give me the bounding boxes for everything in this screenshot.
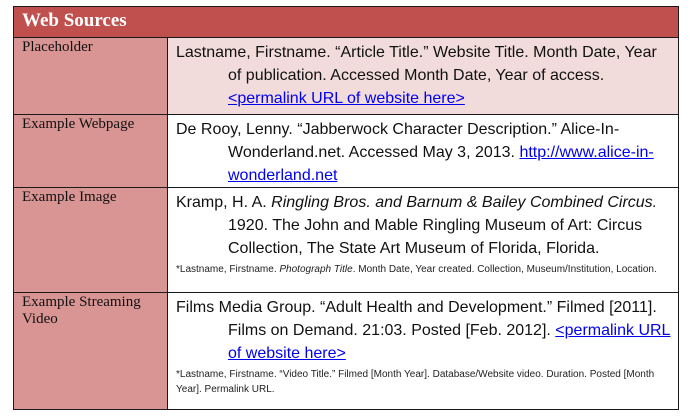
table-row-placeholder xyxy=(14,38,678,115)
citation-text xyxy=(176,118,672,187)
table-row-streaming-video xyxy=(14,293,678,409)
citation-body: 1920. The John and Mable Ringling Museum of Art: Circus Collection, The State Art Museum of Florida, Florida. xyxy=(228,217,643,257)
citation-text xyxy=(176,41,672,110)
web-sources-table xyxy=(13,6,679,410)
citation-cell xyxy=(168,38,678,114)
citation-text xyxy=(176,191,672,260)
note-body: . Month Date, Year created. Collection, Museum/Institution, Location. xyxy=(352,264,657,275)
citation-title: Ringling Bros. and Barnum & Bailey Combined Circus. xyxy=(271,194,658,211)
row-label: Example Image xyxy=(14,188,168,292)
citation-body: Lastname, Firstname. “Article Title.” Website Title. Month Date, Year of publication. Accessed Month Date, Year of access. xyxy=(176,44,657,84)
format-note xyxy=(176,262,672,277)
citation-body: De Rooy, Lenny. “Jabberwock Character Description.” Alice-In-Wonderland.net. Accessed May 3, 2013. xyxy=(176,121,620,161)
table-title: Web Sources xyxy=(14,7,678,38)
table-row-image xyxy=(14,188,678,293)
citation-text xyxy=(176,296,672,365)
note-title: Photograph Title xyxy=(279,264,353,275)
citation-cell xyxy=(168,115,678,187)
table-row-webpage xyxy=(14,115,678,188)
citation-cell xyxy=(168,188,678,292)
website-link[interactable]: http://www.alice-in-wonderland.net xyxy=(228,144,654,184)
permalink-placeholder-link[interactable]: <permalink URL of website here> xyxy=(228,322,671,362)
row-label: Placeholder xyxy=(14,38,168,114)
note-author: *Lastname, Firstname. xyxy=(176,264,277,275)
format-note: *Lastname, Firstname. “Video Title.” Filmed [Month Year]. Database/Website video. Duration. Posted [Month Year]. Permalink URL. xyxy=(176,369,655,395)
citation-body: Films Media Group. “Adult Health and Development.” Filmed [2011]. Films on Demand. 21:03. Posted [Feb. 2012]. xyxy=(176,299,657,339)
citation-cell xyxy=(168,293,678,409)
citation-author: Kramp, H. A. xyxy=(176,194,267,211)
row-label: Example Webpage xyxy=(14,115,168,187)
row-label: Example Streaming Video xyxy=(14,293,168,409)
permalink-placeholder-link[interactable]: <permalink URL of website here> xyxy=(228,90,465,107)
